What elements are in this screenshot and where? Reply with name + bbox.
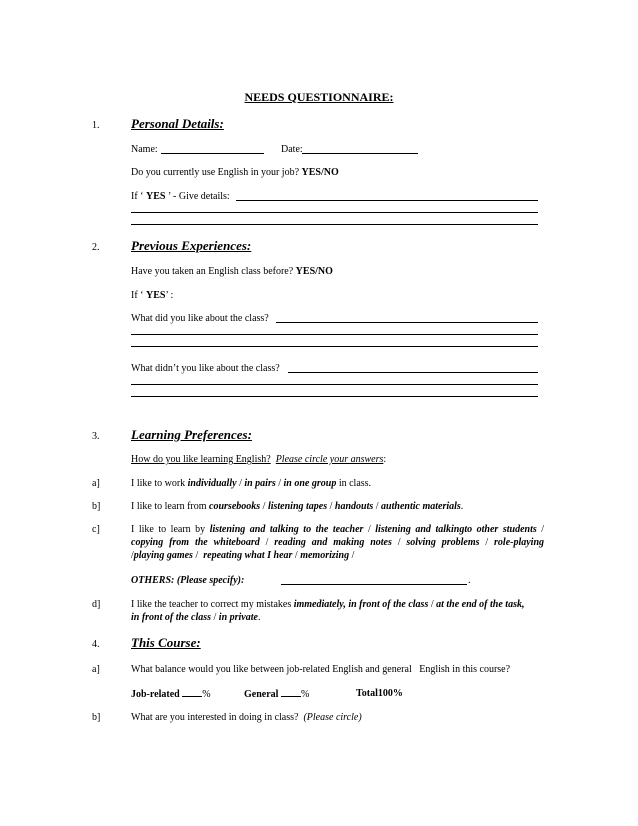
question-taken-class: Have you taken an English class before? YES/NO	[131, 266, 333, 277]
option-individually[interactable]: individually	[187, 478, 237, 489]
liked-line-1[interactable]	[276, 322, 538, 323]
question-disliked: What didn’t you like about the class?	[131, 363, 280, 374]
option-reading-making-notes[interactable]: reading and making notes	[274, 537, 392, 548]
method-preference-line-2: copying from the whiteboard / reading and making notes / solving problems / role-playing	[131, 537, 545, 548]
questionnaire-page: NEEDS QUESTIONNAIRE: 1. Personal Details: Name: Date: Do you currently use English in your job? YES/NO If ‘ YES ’ - Give details: 2. Previous Experiences: Have you taken an English class before? YES/NO If ‘ YES’ : What did you like about the class? What didn’t you like about the class? 3. Learning Preferences: How do you like learning English? Please circle your answers: a] I like to work individually / in pairs / in one group in class. b] I like to learn from coursebooks / listening tapes / handouts / authentic materials. c] I like to learn by listening and talking to the teacher / listening and talkingto other students / copying from the whiteboard / reading and making notes / solving problems / role-playing /playing games / repeating what I hear / memorizing / OTHERS: (Please specify): . d] I like the teacher to correct my mistakes immediately, in front of the class / at the end of the task, in front of the class / in private. 4. This Course: a] What balance would you like between job-related English and general English in this course? Job-related % General % Total100% b] What are you interested in doing in class? (Please circle)	[0, 0, 638, 826]
option-copying-whiteboard[interactable]: copying from the whiteboard	[131, 537, 260, 548]
item-label: d]	[92, 599, 101, 610]
correction-preference-line-2: in front of the class / in private.	[131, 612, 261, 623]
option-listening-talking-students[interactable]: listening and talkingto other students	[375, 524, 537, 535]
disliked-line-1[interactable]	[288, 372, 538, 373]
option-listening-talking-teacher[interactable]: listening and talking to the teacher	[209, 524, 364, 535]
item-label: b]	[92, 501, 101, 512]
learning-prompt: How do you like learning English? Please circle your answers:	[131, 454, 387, 465]
liked-line-3[interactable]	[131, 346, 538, 347]
section-heading-personal-details: Personal Details:	[131, 116, 224, 131]
job-related-blank[interactable]	[182, 687, 202, 697]
others-label: OTHERS: (Please specify):	[131, 575, 245, 586]
option-handouts[interactable]: handouts	[334, 501, 374, 512]
option-playing-games[interactable]: playing games	[133, 550, 193, 561]
method-preference-line-3: /playing games / repeating what I hear / memorizing /	[131, 550, 355, 561]
job-related-field: Job-related %	[131, 689, 211, 700]
option-listening-tapes[interactable]: listening tapes	[267, 501, 328, 512]
disliked-line-2[interactable]	[131, 384, 538, 385]
if-yes-label: If ‘ YES’ :	[131, 290, 174, 301]
work-preference: I like to work individually / in pairs / in one group in class.	[131, 478, 372, 489]
option-in-pairs[interactable]: in pairs	[244, 478, 276, 489]
page-title: NEEDS QUESTIONNAIRE:	[244, 90, 394, 104]
option-immediately[interactable]: immediately, in front of the class	[293, 599, 429, 610]
option-memorizing[interactable]: memorizing	[300, 550, 350, 561]
materials-preference: I like to learn from coursebooks / listening tapes / handouts / authentic materials.	[131, 501, 464, 512]
details-line-3[interactable]	[131, 224, 538, 225]
date-field-line[interactable]	[302, 153, 418, 154]
general-blank[interactable]	[281, 687, 301, 697]
method-preference-line-1: I like to learn by listening and talking to the teacher / listening and talkingto other students /	[131, 524, 545, 535]
section-number: 1.	[92, 120, 100, 131]
name-label: Name:	[131, 144, 158, 155]
item-label: a]	[92, 478, 100, 489]
item-label: b]	[92, 712, 101, 723]
option-in-one-group[interactable]: in one group	[283, 478, 337, 489]
section-heading-previous-experiences: Previous Experiences:	[131, 238, 252, 253]
section-number: 2.	[92, 242, 100, 253]
option-in-private[interactable]: in private	[218, 612, 258, 623]
item-label: c]	[92, 524, 100, 535]
option-coursebooks[interactable]: coursebooks	[209, 501, 261, 512]
if-yes-details-label: If ‘ YES ’ - Give details:	[131, 191, 230, 202]
section-heading-this-course: This Course:	[131, 635, 201, 650]
date-label: Date:	[281, 144, 303, 155]
disliked-line-3[interactable]	[131, 396, 538, 397]
section-heading-learning-preferences: Learning Preferences:	[131, 427, 252, 442]
interest-question: What are you interested in doing in class? (Please circle)	[131, 712, 362, 723]
question-liked: What did you like about the class?	[131, 313, 269, 324]
total-label: Total100%	[356, 688, 403, 699]
section-number: 3.	[92, 431, 100, 442]
balance-question: What balance would you like between job-related English and general English in this course?	[131, 664, 511, 675]
option-repeating[interactable]: repeating what I hear	[203, 550, 293, 561]
general-field: General %	[244, 689, 310, 700]
liked-line-2[interactable]	[131, 334, 538, 335]
question-use-english: Do you currently use English in your job? YES/NO	[131, 167, 339, 178]
option-in-front-of-class[interactable]: in front of the class	[131, 612, 212, 623]
section-number: 4.	[92, 639, 100, 650]
option-authentic-materials[interactable]: authentic materials	[381, 501, 461, 512]
others-field-line[interactable]	[281, 584, 467, 585]
option-end-of-task[interactable]: at the end of the task,	[436, 599, 525, 610]
name-field-line[interactable]	[161, 153, 264, 154]
details-line-2[interactable]	[131, 212, 538, 213]
item-label: a]	[92, 664, 100, 675]
details-line-1[interactable]	[236, 200, 538, 201]
option-role-playing[interactable]: role-playing	[494, 537, 545, 548]
option-solving-problems[interactable]: solving problems	[406, 537, 480, 548]
correction-preference-line-1: I like the teacher to correct my mistakes immediately, in front of the class / at the end of the task,	[131, 599, 525, 610]
